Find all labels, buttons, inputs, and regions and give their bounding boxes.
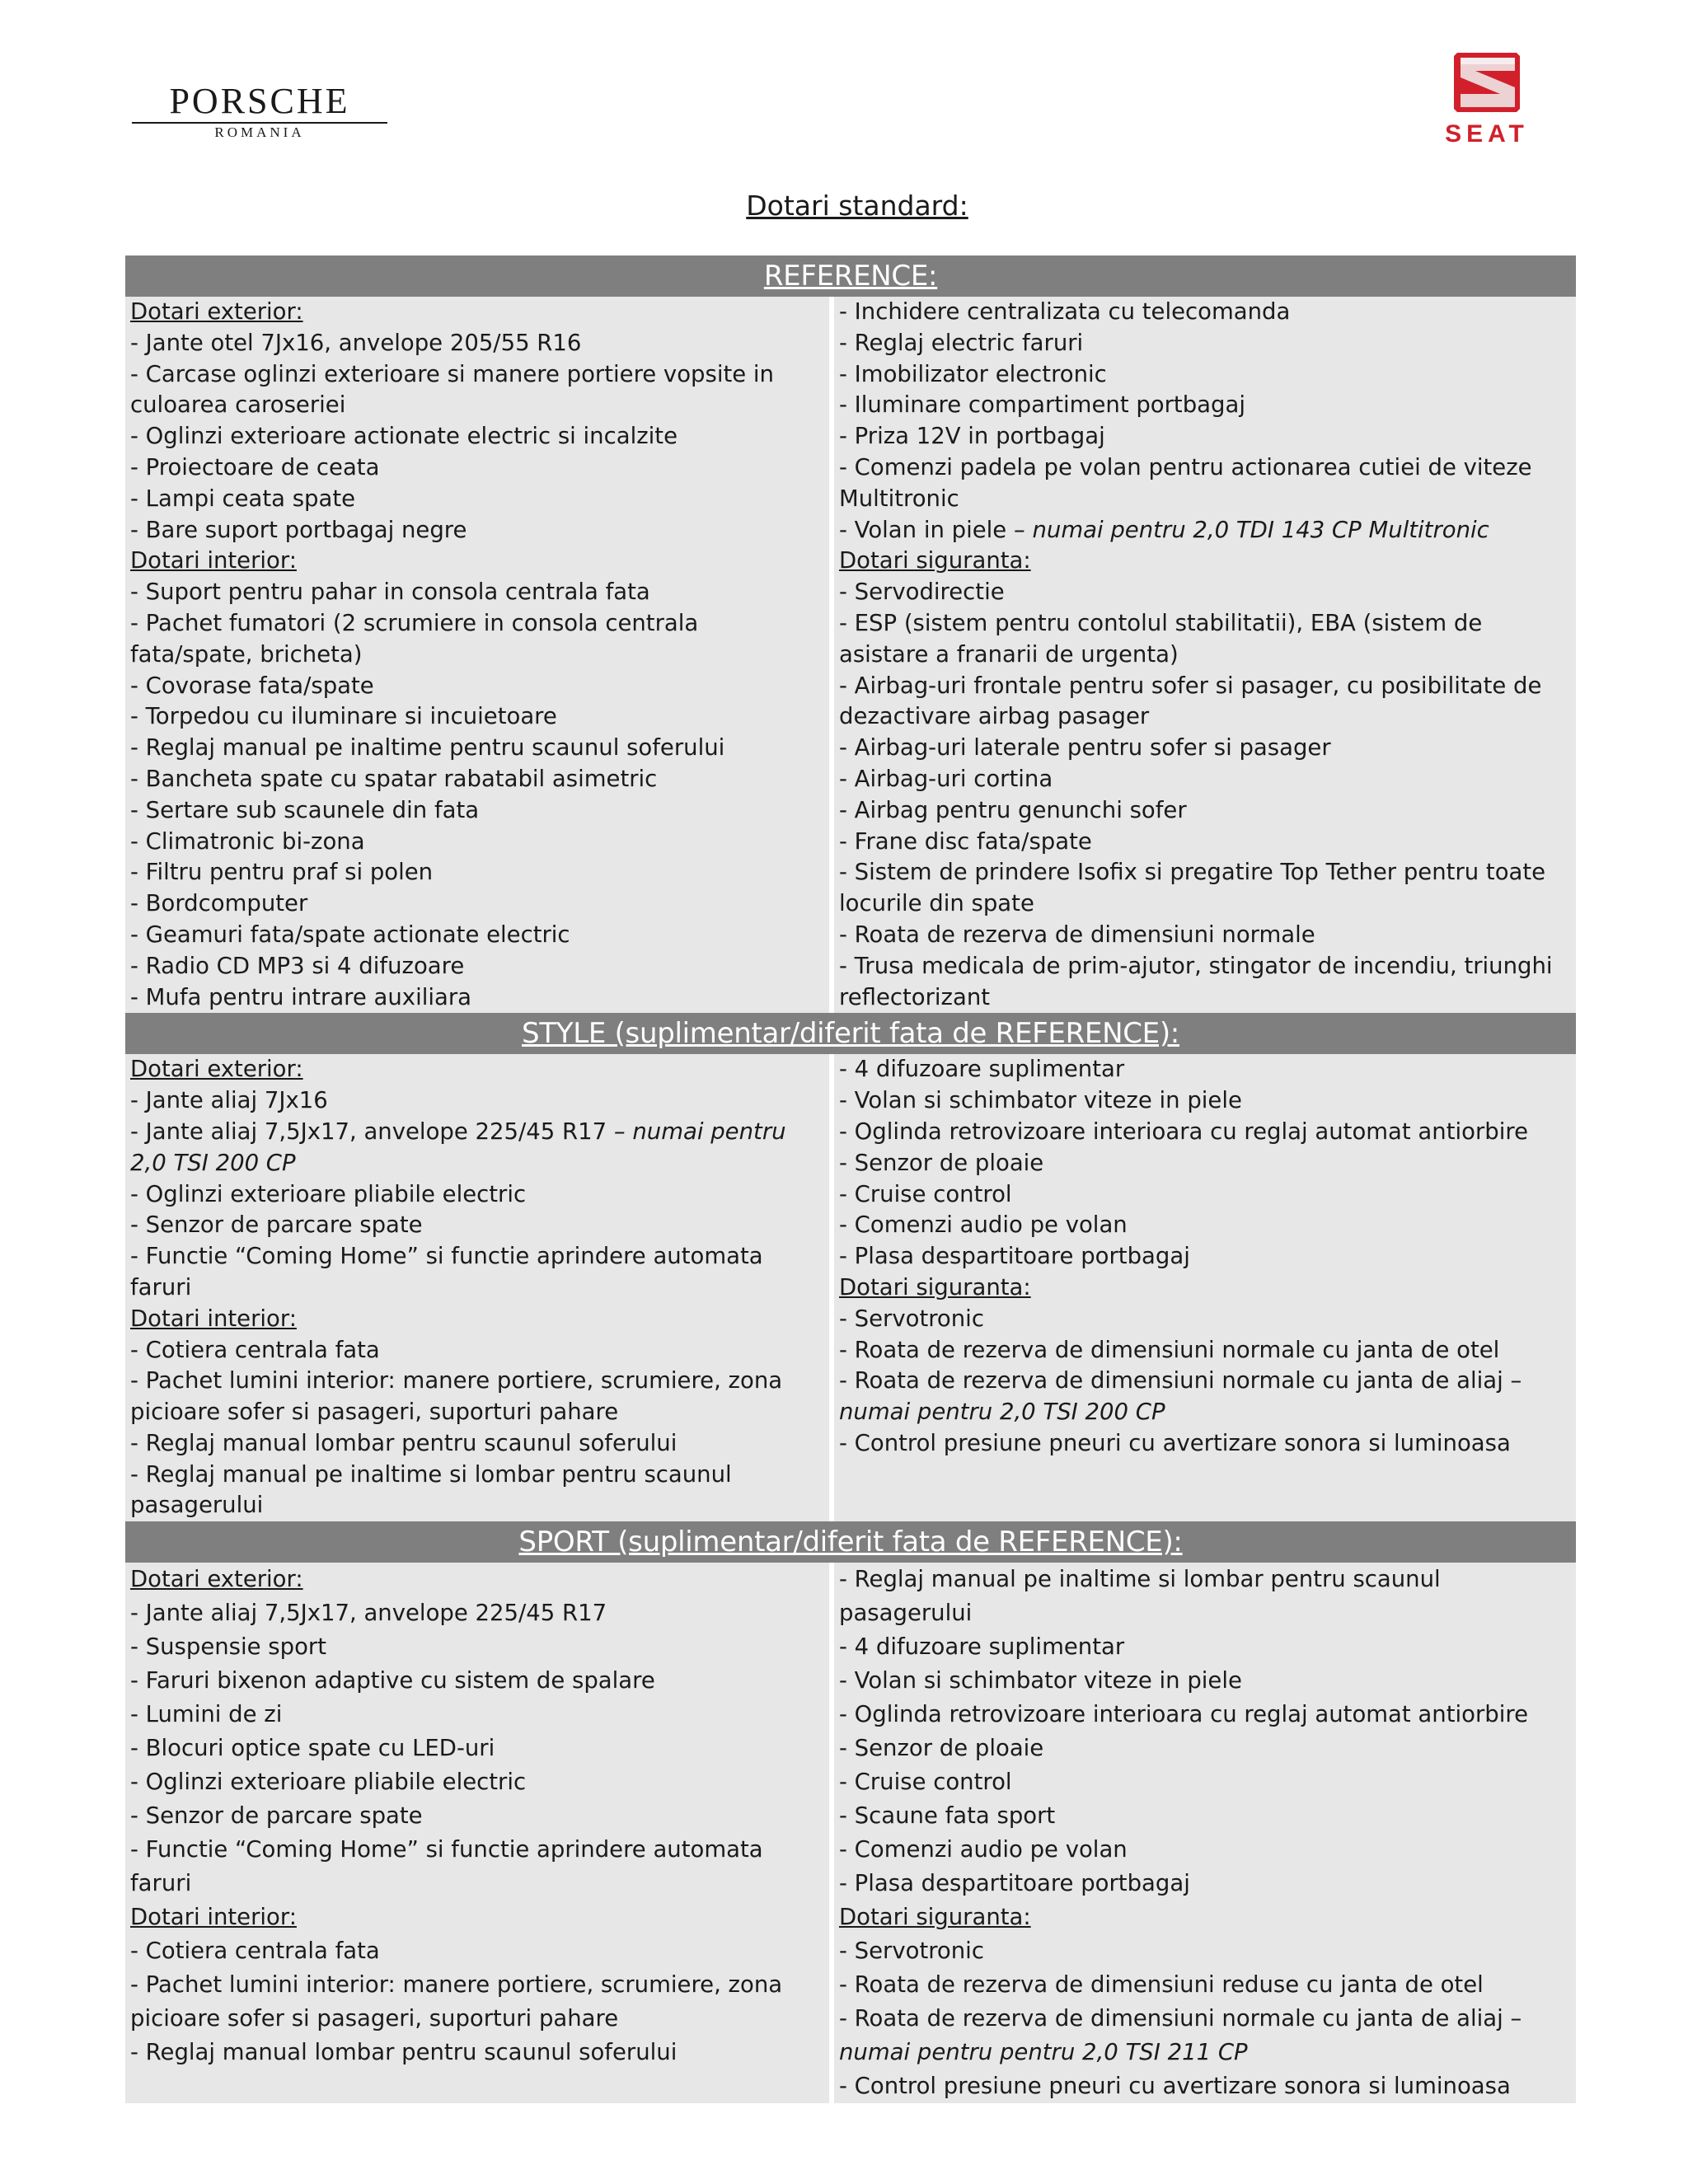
equipment-item — [130, 608, 824, 671]
equipment-item — [130, 577, 824, 608]
equipment-item — [839, 2069, 1571, 2103]
equipment-item-note: – numai pentru 2,0 TDI 143 CP Multitronic — [1013, 516, 1489, 543]
equipment-item — [839, 764, 1571, 795]
equipment-item-text: - Senzor de parcare spate — [130, 1802, 423, 1830]
subsection-heading — [130, 1054, 824, 1085]
equipment-item-text: - Priza 12V in portbagaj — [839, 423, 1105, 450]
equipment-item — [130, 1664, 824, 1698]
seat-emblem-icon — [1449, 48, 1525, 117]
equipment-item-text: - Imobilizator electronic — [839, 360, 1107, 387]
section-column-left — [125, 1563, 834, 2103]
section-body — [125, 1563, 1576, 2103]
equipment-item — [130, 795, 824, 827]
equipment-item-text: - Pachet lumini interior: manere portiere, scrumiere, zona picioare sofer si pasageri, suporturi pahare — [130, 1971, 783, 2032]
equipment-item-text: - Plasa despartitoare portbagaj — [839, 1243, 1190, 1270]
equipment-item-text: - ESP (sistem pentru contolul stabilitatii), EBA (sistem de asistare a franarii de urgenta) — [839, 609, 1483, 668]
equipment-item — [130, 1366, 824, 1428]
equipment-item-text: - Roata de rezerva de dimensiuni normale — [839, 921, 1315, 948]
equipment-item — [130, 1732, 824, 1765]
subsection-heading-text: Dotari siguranta: — [839, 1904, 1031, 1931]
equipment-item-text: - Jante aliaj 7,5Jx17, anvelope 225/45 R17 — [130, 1600, 607, 1627]
equipment-item-text: - Bare suport portbagaj negre — [130, 516, 467, 543]
section-column-left — [125, 1054, 834, 1521]
equipment-item — [839, 1304, 1571, 1335]
section-column-right — [834, 1563, 1576, 2103]
section-header: STYLE (suplimentar/diferit fata de REFERENCE): — [125, 1013, 1576, 1054]
equipment-item-text: - Jante otel 7Jx16, anvelope 205/55 R16 — [130, 329, 582, 356]
equipment-item — [130, 671, 824, 702]
equipment-item-text: - Faruri bixenon adaptive cu sistem de spalare — [130, 1667, 655, 1694]
equipment-item-text: - Control presiune pneuri cu avertizare sonora si luminoasa — [839, 2073, 1511, 2100]
equipment-item-text: - Torpedou cu iluminare si incuietoare — [130, 703, 557, 730]
equipment-item — [839, 951, 1571, 1014]
equipment-item — [130, 421, 824, 452]
equipment-item — [130, 857, 824, 888]
section-body — [125, 1054, 1576, 1521]
equipment-item-text: - Reglaj electric faruri — [839, 329, 1084, 356]
page-title: Dotari standard: — [746, 190, 968, 222]
equipment-item-text: - Airbag-uri frontale pentru sofer si pasager, cu posibilitate de dezactivare airbag pasager — [839, 672, 1542, 730]
equipment-item-text: - Servotronic — [839, 1938, 984, 1965]
subsection-heading — [839, 1272, 1571, 1304]
equipment-item-note: – numai pentru 2,0 TSI 200 CP — [130, 1118, 786, 1176]
equipment-item — [130, 888, 824, 920]
equipment-item-text: - Mufa pentru intrare auxiliara — [130, 983, 472, 1010]
equipment-item — [839, 1732, 1571, 1765]
equipment-item — [839, 452, 1571, 515]
equipment-item-text: - Servotronic — [839, 1305, 984, 1332]
equipment-item — [839, 1148, 1571, 1179]
subsection-heading — [130, 1563, 824, 1596]
equipment-item-text: - 4 difuzoare suplimentar — [839, 1056, 1125, 1083]
equipment-item-text: - Functie “Coming Home” si functie aprindere automata faruri — [130, 1243, 763, 1301]
equipment-item — [839, 390, 1571, 421]
equipment-item — [839, 1428, 1571, 1460]
equipment-item — [839, 297, 1571, 328]
equipment-item — [839, 1765, 1571, 1799]
equipment-item-text: - Volan in piele — [839, 516, 1014, 543]
equipment-item-text: - Control presiune pneuri cu avertizare sonora si luminoasa — [839, 1429, 1511, 1456]
equipment-item-text: - Suport pentru pahar in consola centrala fata — [130, 579, 650, 606]
equipment-item — [839, 608, 1571, 671]
equipment-item — [839, 1867, 1571, 1900]
equipment-item — [839, 1335, 1571, 1366]
subsection-heading-text: Dotari exterior: — [130, 1566, 303, 1593]
subsection-heading — [130, 1900, 824, 1934]
subsection-heading-text: Dotari exterior: — [130, 1056, 303, 1083]
porsche-brand-text: PORSCHE — [132, 82, 387, 124]
subsection-heading-text: Dotari siguranta: — [839, 547, 1031, 574]
equipment-item — [130, 1765, 824, 1799]
equipment-item — [130, 1085, 824, 1117]
equipment-item — [130, 1241, 824, 1304]
equipment-item — [130, 1968, 824, 2036]
seat-brand-text: SEAT — [1445, 120, 1529, 148]
equipment-item — [130, 1698, 824, 1732]
equipment-item — [130, 359, 824, 422]
equipment-item-text: - Oglinzi exterioare actionate electric si incalzite — [130, 423, 678, 450]
equipment-item — [130, 1117, 824, 1179]
equipment-item — [839, 671, 1571, 733]
equipment-item-text: - Cruise control — [839, 1180, 1012, 1207]
equipment-item-text: - 4 difuzoare suplimentar — [839, 1633, 1125, 1661]
porsche-romania-logo — [132, 82, 387, 142]
subsection-heading-text: Dotari interior: — [130, 1305, 297, 1332]
equipment-item-text: - Iluminare compartiment portbagaj — [839, 391, 1245, 419]
section-column-right — [834, 1054, 1576, 1521]
equipment-item — [839, 1833, 1571, 1867]
equipment-item-text: - Oglinzi exterioare pliabile electric — [130, 1769, 527, 1796]
equipment-item-text: - Carcase oglinzi exterioare si manere portiere vopsite in culoarea caroseriei — [130, 360, 774, 419]
equipment-item-text: - Volan si schimbator viteze in piele — [839, 1667, 1242, 1694]
equipment-item-text: - Airbag-uri cortina — [839, 765, 1053, 792]
equipment-item-text: - Proiectoare de ceata — [130, 453, 380, 480]
equipment-item — [130, 452, 824, 484]
equipment-item-text: - Frane disc fata/spate — [839, 827, 1092, 855]
equipment-item-text: - Reglaj manual pe inaltime pentru scaunul soferului — [130, 734, 725, 762]
equipment-item — [130, 733, 824, 764]
equipment-item — [839, 1210, 1571, 1241]
subsection-heading-text: Dotari interior: — [130, 1904, 297, 1931]
equipment-item — [130, 1630, 824, 1664]
equipment-item — [839, 733, 1571, 764]
equipment-item-text: - Plasa despartitoare portbagaj — [839, 1870, 1190, 1897]
equipment-item-text: - Jante aliaj 7Jx16 — [130, 1087, 328, 1114]
equipment-item — [839, 1563, 1571, 1630]
equipment-item-text: - Comenzi audio pe volan — [839, 1212, 1128, 1239]
equipment-item-note: numai pentru 2,0 TSI 200 CP — [839, 1399, 1165, 1426]
equipment-item-text: - Airbag pentru genunchi sofer — [839, 796, 1187, 823]
equipment-item — [839, 577, 1571, 608]
equipment-item — [130, 827, 824, 858]
equipment-item — [839, 328, 1571, 359]
equipment-item-text: - Senzor de ploaie — [839, 1149, 1044, 1176]
equipment-item-text: - Reglaj manual lombar pentru scaunul soferului — [130, 1429, 678, 1456]
section-body — [125, 297, 1576, 1013]
equipment-item-text: - Comenzi audio pe volan — [839, 1836, 1128, 1863]
equipment-item — [839, 1934, 1571, 1968]
equipment-item-text: - Blocuri optice spate cu LED-uri — [130, 1735, 495, 1762]
equipment-item-note: numai pentru pentru 2,0 TSI 211 CP — [839, 2039, 1248, 2066]
section-column-left — [125, 297, 834, 1013]
equipment-item — [130, 1428, 824, 1460]
equipment-item-text: - Bancheta spate cu spatar rabatabil asimetric — [130, 765, 658, 792]
equipment-item-text: - Volan si schimbator viteze in piele — [839, 1087, 1242, 1114]
equipment-item — [130, 1210, 824, 1241]
equipment-item — [130, 920, 824, 951]
equipment-item-text: - Reglaj manual pe inaltime si lombar pentru scaunul pasagerului — [839, 1566, 1441, 1627]
equipment-item — [130, 1833, 824, 1900]
equipment-item-text: - Suspensie sport — [130, 1633, 327, 1661]
equipment-item-text: - Radio CD MP3 si 4 difuzoare — [130, 952, 465, 979]
equipment-item-text: - Airbag-uri laterale pentru sofer si pasager — [839, 734, 1331, 762]
equipment-item-text: - Roata de rezerva de dimensiuni normale cu janta de aliaj – — [839, 2005, 1522, 2032]
equipment-item — [130, 701, 824, 733]
equipment-item-text: - Jante aliaj 7,5Jx17, anvelope 225/45 R17 — [130, 1118, 614, 1145]
equipment-item-text: - Sertare sub scaunele din fata — [130, 796, 480, 823]
equipment-table — [125, 255, 1576, 2103]
equipment-item-text: - Oglinzi exterioare pliabile electric — [130, 1180, 527, 1207]
equipment-item-text: - Inchidere centralizata cu telecomanda — [839, 298, 1291, 325]
subsection-heading-text: Dotari interior: — [130, 547, 297, 574]
equipment-item — [839, 1698, 1571, 1732]
equipment-item — [839, 1179, 1571, 1211]
equipment-item — [130, 1335, 824, 1366]
equipment-item-text: - Reglaj manual lombar pentru scaunul soferului — [130, 2039, 678, 2066]
equipment-item — [130, 1934, 824, 1968]
equipment-item — [839, 920, 1571, 951]
equipment-item-text: - Sistem de prindere Isofix si pregatire Top Tether pentru toate locurile din spate — [839, 859, 1546, 917]
equipment-item — [839, 1630, 1571, 1664]
equipment-item-text: - Functie “Coming Home” si functie aprindere automata faruri — [130, 1836, 763, 1897]
equipment-item — [839, 795, 1571, 827]
equipment-item — [839, 1054, 1571, 1085]
equipment-item — [130, 1460, 824, 1522]
equipment-item-text: - Filtru pentru praf si polen — [130, 859, 434, 886]
equipment-item-text: - Covorase fata/spate — [130, 672, 374, 699]
equipment-item-text: - Climatronic bi-zona — [130, 827, 365, 855]
equipment-item-text: - Roata de rezerva de dimensiuni normale cu janta de aliaj – — [839, 1367, 1522, 1394]
section-header: SPORT (suplimentar/diferit fata de REFERENCE): — [125, 1521, 1576, 1563]
equipment-item — [130, 764, 824, 795]
equipment-item-text: - Pachet lumini interior: manere portiere, scrumiere, zona picioare sofer si pasageri, suporturi pahare — [130, 1367, 783, 1426]
equipment-item-text: - Bordcomputer — [130, 890, 308, 917]
equipment-item — [839, 1366, 1571, 1428]
subsection-heading — [130, 297, 824, 328]
subsection-heading — [839, 1900, 1571, 1934]
equipment-item-text: - Oglinda retrovizoare interioara cu reglaj automat antiorbire — [839, 1118, 1528, 1145]
equipment-item-text: - Trusa medicala de prim-ajutor, stingator de incendiu, triunghi reflectorizant — [839, 952, 1553, 1010]
equipment-item — [130, 328, 824, 359]
equipment-item-text: - Servodirectie — [839, 579, 1005, 606]
equipment-item — [130, 951, 824, 982]
section-column-right — [834, 297, 1576, 1013]
equipment-item — [839, 359, 1571, 391]
equipment-item — [839, 1799, 1571, 1833]
equipment-item-text: - Scaune fata sport — [839, 1802, 1056, 1830]
equipment-item-text: - Lampi ceata spate — [130, 485, 356, 512]
subsection-heading — [839, 546, 1571, 577]
subsection-heading — [130, 1304, 824, 1335]
seat-logo — [1424, 48, 1550, 147]
equipment-item-text: - Cotiera centrala fata — [130, 1938, 380, 1965]
equipment-item-text: - Cotiera centrala fata — [130, 1336, 380, 1363]
subsection-heading-text: Dotari siguranta: — [839, 1273, 1031, 1301]
equipment-item — [839, 1085, 1571, 1117]
equipment-item — [130, 1179, 824, 1211]
equipment-item-text: - Senzor de ploaie — [839, 1735, 1044, 1762]
subsection-heading — [130, 546, 824, 577]
equipment-item-text: - Senzor de parcare spate — [130, 1212, 423, 1239]
equipment-item-text: - Reglaj manual pe inaltime si lombar pentru scaunul pasagerului — [130, 1460, 732, 1519]
equipment-item — [839, 1241, 1571, 1272]
equipment-item — [839, 515, 1571, 546]
equipment-item-text: - Comenzi padela pe volan pentru actionarea cutiei de viteze Multitronic — [839, 453, 1532, 512]
equipment-item-text: - Geamuri fata/spate actionate electric — [130, 921, 570, 948]
equipment-item — [839, 421, 1571, 452]
subsection-heading-text: Dotari exterior: — [130, 298, 303, 325]
equipment-item-text: - Roata de rezerva de dimensiuni reduse cu janta de otel — [839, 1971, 1484, 1999]
equipment-item — [130, 515, 824, 546]
porsche-sub-text: ROMANIA — [214, 124, 305, 140]
equipment-item — [130, 1596, 824, 1630]
equipment-item — [130, 982, 824, 1014]
equipment-item-text: - Cruise control — [839, 1769, 1012, 1796]
equipment-item — [839, 2002, 1571, 2069]
equipment-item — [130, 1799, 824, 1833]
equipment-item — [839, 1968, 1571, 2002]
equipment-item — [839, 1664, 1571, 1698]
equipment-item — [839, 827, 1571, 858]
equipment-item — [130, 484, 824, 515]
equipment-item-text: - Pachet fumatori (2 scrumiere in consola centrala fata/spate, bricheta) — [130, 609, 699, 668]
equipment-item-text: - Oglinda retrovizoare interioara cu reglaj automat antiorbire — [839, 1701, 1528, 1728]
section-header: REFERENCE: — [125, 255, 1576, 297]
equipment-item — [839, 857, 1571, 920]
equipment-item — [130, 2036, 824, 2069]
equipment-item-text: - Roata de rezerva de dimensiuni normale cu janta de otel — [839, 1336, 1500, 1363]
equipment-item-text: - Lumini de zi — [130, 1701, 283, 1728]
equipment-item — [839, 1117, 1571, 1148]
